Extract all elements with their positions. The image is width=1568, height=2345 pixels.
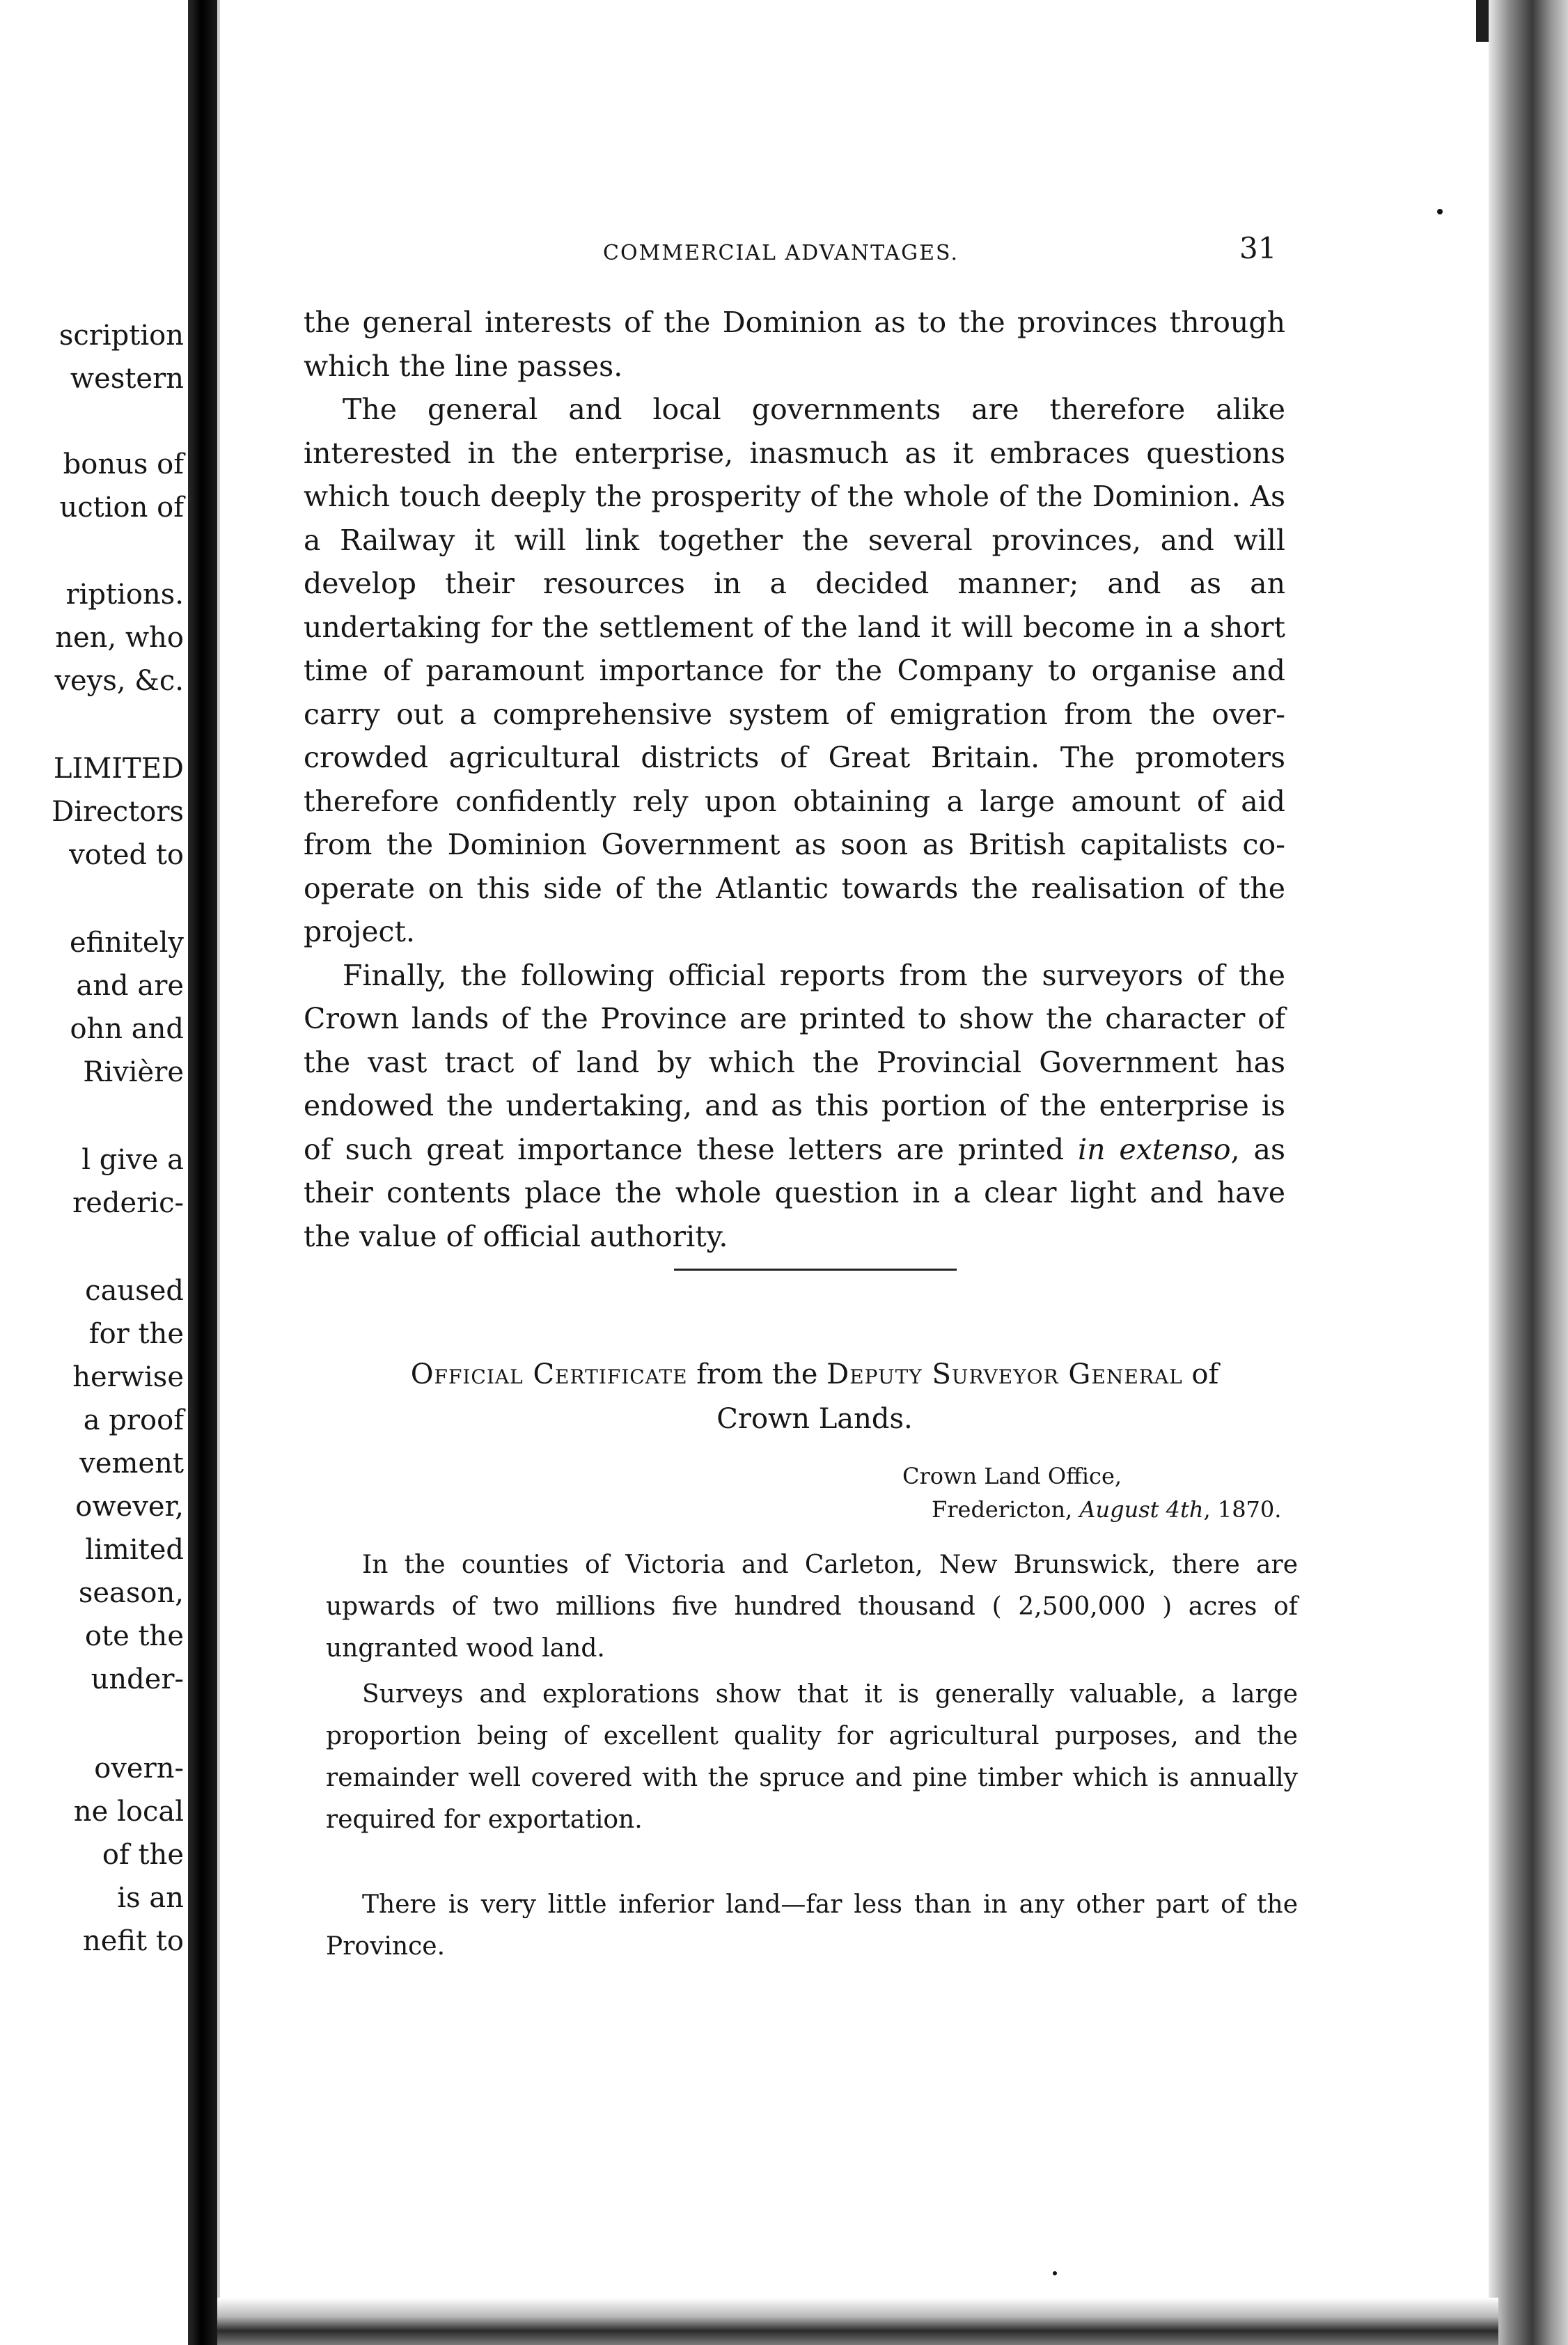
facing-line: scription bbox=[58, 320, 184, 352]
paragraph: There is very little inferior land—far less than in any other part of the Province. bbox=[326, 1890, 1298, 1961]
speck-mark bbox=[1437, 209, 1443, 214]
facing-line: efinitely bbox=[69, 927, 184, 959]
paragraph bbox=[304, 954, 1285, 1259]
facing-line: nefit to bbox=[82, 1925, 184, 1957]
facing-line: riptions. bbox=[65, 579, 184, 611]
date-italic: August 4th bbox=[1079, 1496, 1204, 1523]
page-gutter bbox=[217, 0, 220, 2345]
title-part: of bbox=[1182, 1358, 1219, 1390]
facing-line: and are bbox=[76, 970, 184, 1002]
body-section bbox=[304, 301, 1285, 1258]
book-edge-bottom bbox=[217, 2298, 1498, 2345]
certificate-title-line: Crown Lands. bbox=[716, 1403, 913, 1435]
date-year: , 1870. bbox=[1203, 1496, 1282, 1523]
page-number: 31 bbox=[1239, 231, 1277, 265]
facing-line: vement bbox=[79, 1448, 184, 1480]
facing-line: l give a bbox=[81, 1144, 184, 1176]
paragraph: the general interests of the Dominion as to the provinces through which the line passes. bbox=[304, 306, 1285, 383]
paragraph: Surveys and explorations show that it is generally valuable, a large proportion being of excellent quality for agricultural purposes, and the remainder well covered with the spruce and pine timber which is annually required for exportation. bbox=[326, 1680, 1298, 1834]
facing-line: of the bbox=[102, 1839, 184, 1871]
facing-line: uction of bbox=[59, 492, 184, 524]
facing-line: nen, who bbox=[55, 622, 184, 654]
facing-line: bonus of bbox=[63, 448, 184, 480]
date-place: Fredericton, bbox=[932, 1496, 1080, 1523]
certificate-body bbox=[326, 1544, 1298, 1968]
certificate-heading bbox=[327, 1352, 1302, 1441]
facing-line: veys, &c. bbox=[54, 665, 184, 697]
facing-line: Rivière bbox=[83, 1056, 184, 1088]
facing-line: LIMITED bbox=[53, 753, 184, 785]
facing-line: owever, bbox=[75, 1491, 184, 1523]
facing-line: overn- bbox=[94, 1752, 184, 1785]
office-address bbox=[902, 1459, 1281, 1526]
paragraph: In the counties of Victoria and Carleton, New Brunswick, there are upwards of two millions five hundred thousand ( 2,500,000 ) acres of ungranted wood land. bbox=[326, 1551, 1298, 1663]
title-part: Deputy Surveyor General bbox=[826, 1358, 1183, 1390]
facing-line: caused bbox=[85, 1275, 184, 1307]
facing-line: western bbox=[70, 363, 184, 395]
facing-line: limited bbox=[85, 1534, 184, 1566]
date-line bbox=[902, 1493, 1281, 1526]
facing-line: under- bbox=[91, 1663, 184, 1695]
title-part: Official Certificate bbox=[410, 1358, 688, 1390]
facing-line: a proof bbox=[83, 1404, 184, 1436]
facing-line: voted to bbox=[69, 839, 184, 871]
facing-line: ne local bbox=[73, 1796, 184, 1828]
book-edge-right bbox=[1489, 0, 1568, 2345]
title-part: from the bbox=[687, 1358, 827, 1390]
facing-line: Directors bbox=[52, 796, 184, 828]
facing-line: herwise bbox=[72, 1361, 184, 1393]
paragraph-text: , as their contents place the whole question in a clear light and have the value of official authority. bbox=[304, 1132, 1285, 1253]
speck-mark bbox=[1053, 2271, 1057, 2275]
facing-page-fragment bbox=[0, 0, 188, 2345]
book-spine-shadow bbox=[188, 0, 217, 2345]
italic-phrase: in extenso bbox=[1077, 1132, 1231, 1166]
certificate-title-line bbox=[327, 1352, 1302, 1397]
facing-line: ohn and bbox=[70, 1013, 184, 1045]
paragraph-text: Finally, the following official reports from the surveyors of the Crown lands of the Province are printed to show the character of the vast tract of land by which the Provincial Government has endowed the undertaking, and as this portion of the enterprise is of such great importance these letters are printed bbox=[304, 958, 1285, 1166]
facing-line: for the bbox=[88, 1318, 184, 1350]
running-title: COMMERCIAL ADVANTAGES. bbox=[603, 241, 959, 265]
facing-line: is an bbox=[117, 1882, 184, 1914]
office-line: Crown Land Office, bbox=[902, 1463, 1122, 1489]
facing-line: season, bbox=[78, 1577, 184, 1609]
paragraph: The general and local governments are therefore alike interested in the enterprise, inasmuch as it embraces questions which touch deeply the prosperity of the whole of the Dominion. As a Railway it will link together the several provinces, and will develop their resources in a decided manner; and as an undertaking for the settlement of the land it will become in a short time of paramount importance for the Company to organise and carry out a comprehensive system of emigration from the over-crowded agricultural districts of Great Britain. The promoters therefore confidently rely upon obtaining a large amount of aid from the Dominion Government as soon as British capitalists co-operate on this side of the Atlantic towards the realisation of the project. bbox=[304, 393, 1285, 948]
facing-line: ote the bbox=[84, 1620, 184, 1652]
section-divider bbox=[674, 1269, 957, 1271]
facing-line: rederic- bbox=[72, 1187, 184, 1219]
